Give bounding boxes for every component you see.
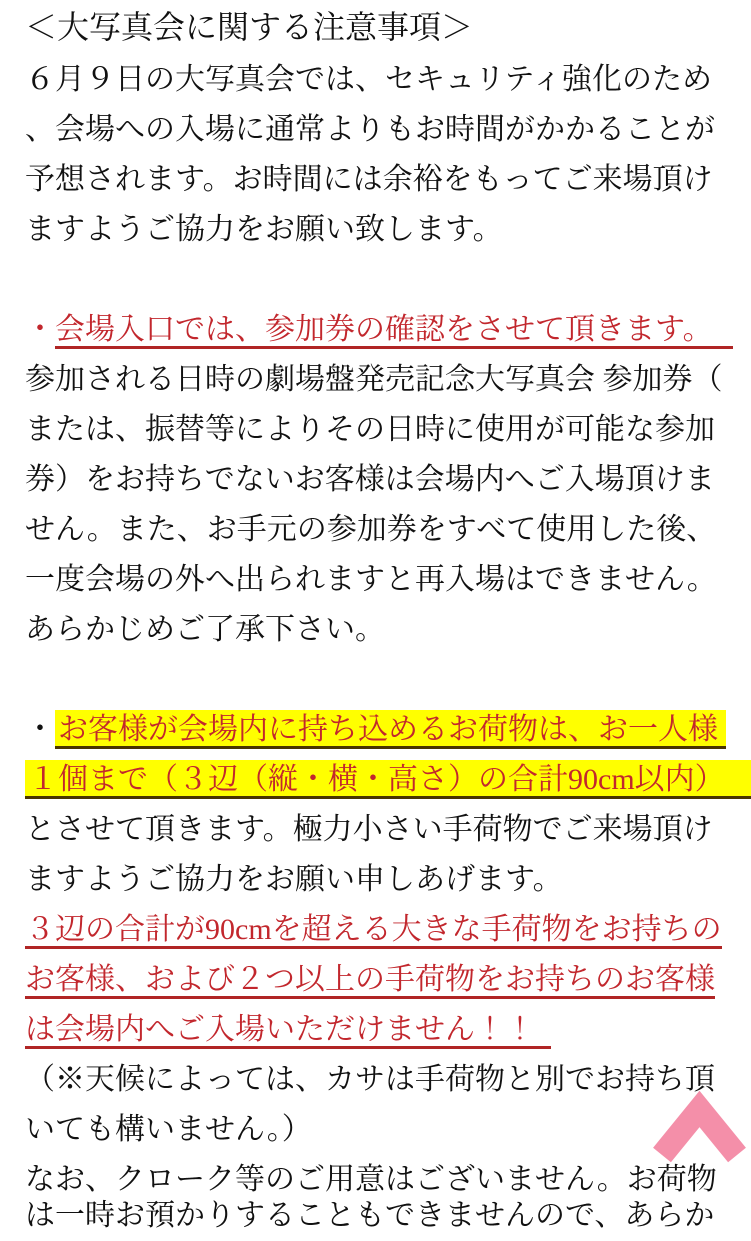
size-warning-line	[25, 905, 725, 955]
text-line: ますようご協力をお願い致します。	[25, 213, 503, 246]
text-line-clipped: は一時お預かりすることもできませんので、あらか	[25, 1199, 715, 1232]
page-title: ＜大写真会に関する注意事項＞	[25, 9, 474, 45]
text-line: 参加される日時の劇場盤発売記念大写真会 参加券（	[25, 363, 723, 396]
text-line: なお、クローク等のご用意はございません。お荷物	[25, 1163, 717, 1196]
paragraph-gap	[25, 255, 725, 305]
text-line: （※天候によっては、カサは手荷物と別でお持ち頂	[25, 1063, 715, 1096]
text-line: 券）をお持ちでないお客様は会場内へご入場頂けま	[25, 463, 715, 496]
ticket-check-section	[25, 305, 725, 655]
text-line: または、振替等によりその日時に使用が可能な参加	[25, 413, 715, 446]
text-line: せん。また、お手元の参加券をすべて使用した後、	[25, 513, 717, 546]
size-warning-text: ３辺の合計が90cmを超える大きな手荷物をお持ちの	[25, 913, 722, 949]
paragraph-gap	[25, 655, 725, 705]
text-line: 一度会場の外へ出られますと再入場はできません。	[25, 563, 717, 596]
baggage-highlight-text: お客様が会場内に持ち込めるお荷物は、お一人様	[55, 710, 726, 749]
ticket-heading: 会場入口では、参加券の確認をさせて頂きます。	[55, 313, 733, 349]
baggage-highlight-text: １個まで（３辺（縦・横・高さ）の合計90cm以内）	[25, 760, 751, 799]
baggage-section	[25, 705, 725, 1241]
ticket-heading-line	[25, 305, 725, 355]
text-line: 予想されます。お時間には余裕をもってご来場頂け	[25, 163, 713, 196]
size-warning-text: お客様、および２つ以上の手荷物をお持ちのお客様	[25, 963, 715, 999]
chevron-up-icon	[651, 1094, 748, 1164]
text-line: いても構いません。）	[25, 1113, 312, 1146]
text-line: あらかじめご了承下さい。	[25, 613, 385, 646]
baggage-highlight-line	[25, 755, 725, 805]
scroll-to-top-button[interactable]	[651, 1094, 748, 1164]
baggage-highlight-line	[25, 705, 725, 755]
size-warning-line	[25, 955, 725, 1005]
text-line: ますようご協力をお願い申しあげます。	[25, 863, 563, 896]
bullet: ・	[25, 713, 55, 746]
intro-paragraph	[25, 55, 725, 255]
text-line: 、会場への入場に通常よりもお時間がかかることが	[25, 113, 715, 146]
text-line: ６月９日の大写真会では、セキュリティ強化のため	[25, 63, 712, 96]
size-warning-text: は会場内へご入場いただけません！！	[25, 1013, 551, 1049]
text-line: とさせて頂きます。極力小さい手荷物でご来場頂け	[25, 813, 713, 846]
size-warning-line	[25, 1005, 725, 1055]
bullet: ・	[25, 313, 55, 346]
